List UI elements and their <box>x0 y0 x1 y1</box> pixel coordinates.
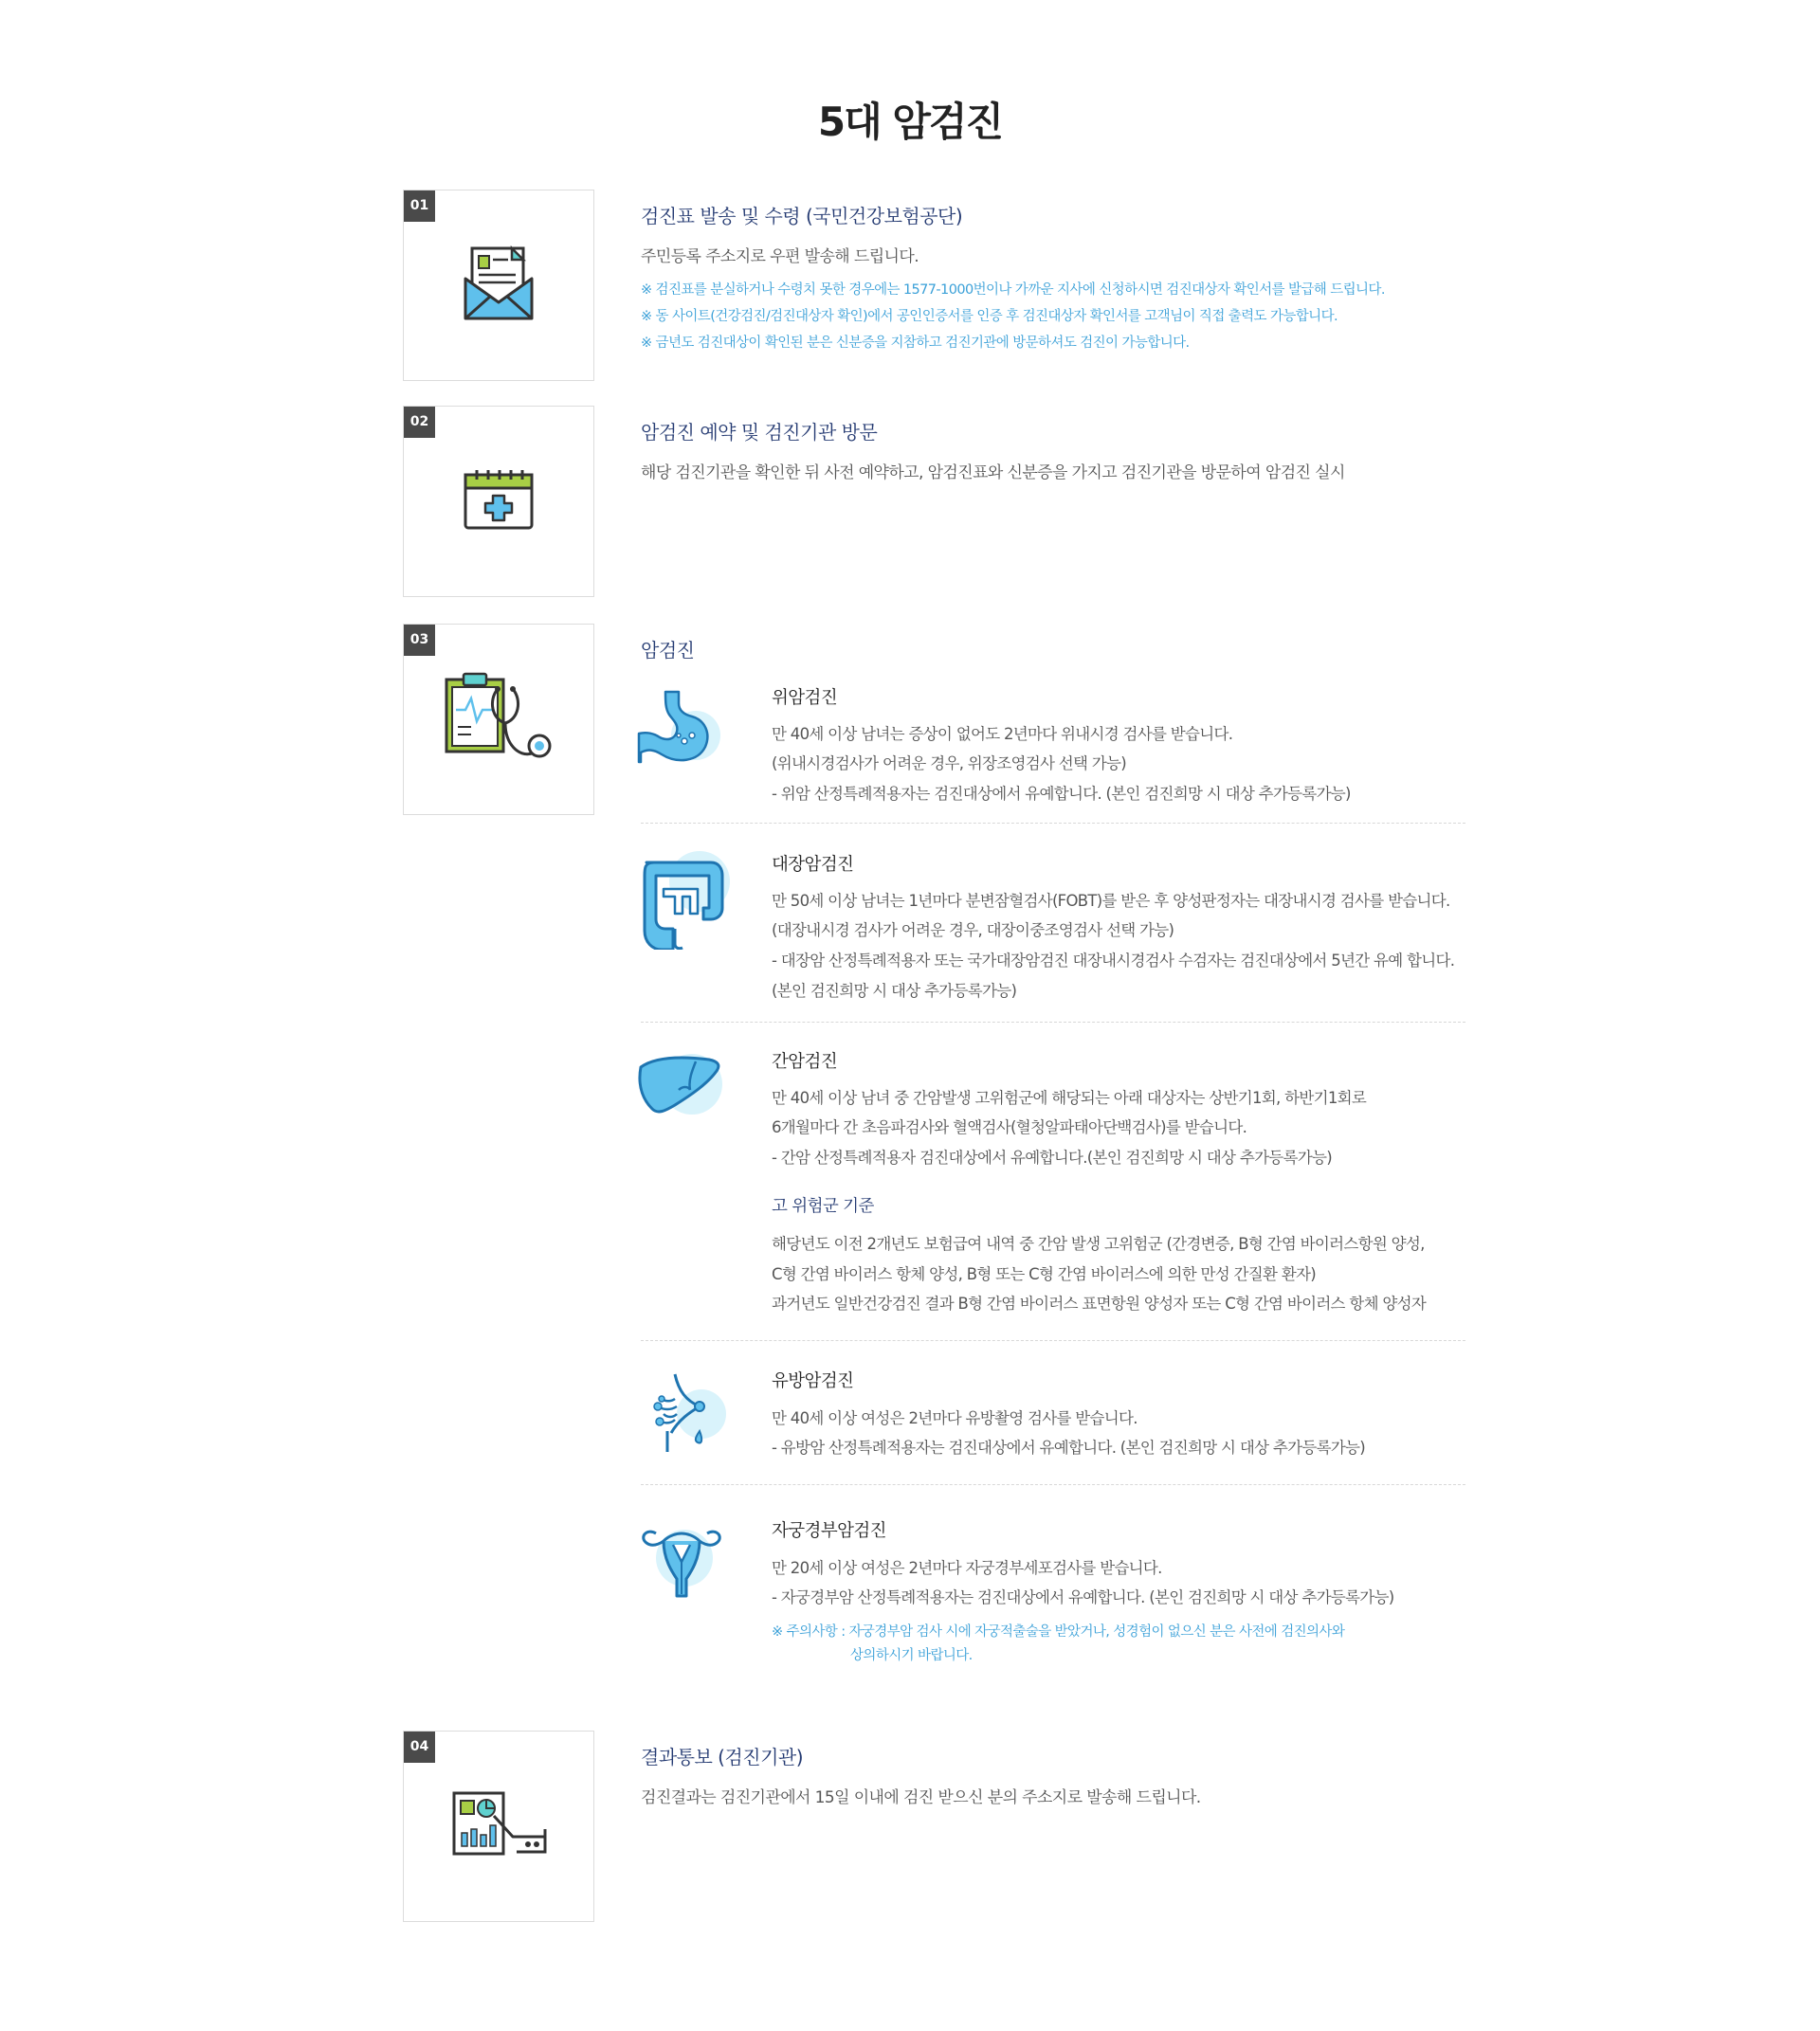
liver-line: - 간암 산정특례적용자 검진대상에서 유예합니다.(본인 검진희망 시 대상 추가등록가능) <box>772 1149 1332 1167</box>
step-02-desc: 해당 검진기관을 확인한 뒤 사전 예약하고, 암검진표와 신분증을 가지고 검진기관을 방문하여 암검진 실시 <box>641 463 1345 482</box>
step-04-desc: 검진결과는 검진기관에서 15일 이내에 검진 받으신 분의 주소지로 발송해 드립니다. <box>641 1788 1201 1807</box>
step-01-note-1: ※ 검진표를 분실하거나 수령치 못한 경우에는 1577-1000번이나 가까운 지사에 신청하시면 검진대상자 확인서를 발급해 드립니다. <box>641 282 1385 298</box>
uterus-icon <box>637 1520 726 1604</box>
liver-line: 6개월마다 간 초음파검사와 혈액검사(혈청알파태아단백검사)를 받습니다. <box>772 1118 1247 1136</box>
stomach-line: - 위암 산정특례적용자는 검진대상에서 유예합니다. (본인 검진희망 시 대상 추가등록가능) <box>772 785 1351 803</box>
divider <box>641 1340 1465 1341</box>
cervix-line: 만 20세 이상 여성은 2년마다 자궁경부세포검사를 받습니다. <box>772 1559 1162 1577</box>
breast-line: - 유방암 산정특례적용자는 검진대상에서 유예합니다. (본인 검진희망 시 대상 추가등록가능) <box>772 1439 1366 1457</box>
step-number: 01 <box>404 190 435 222</box>
liver-high-risk-subtitle: 고 위험군 기준 <box>772 1197 874 1216</box>
divider <box>641 1484 1465 1485</box>
calendar-plus-icon <box>464 469 534 534</box>
step-number: 02 <box>404 407 435 438</box>
step-04-box <box>403 1731 594 1922</box>
step-01-box <box>403 190 594 381</box>
colon-line: - 대장암 산정특례적용자 또는 국가대장암검진 대장내시경검사 수검자는 검진대상에서 5년간 유예 합니다. <box>772 952 1455 970</box>
liver-high-risk-line: 과거년도 일반건강검진 결과 B형 간염 바이러스 표면항원 양성자 또는 C형 간염 바이러스 항체 양성자 <box>772 1295 1427 1313</box>
cervix-caution-note-cont: 상의하시기 바랍니다. <box>850 1648 973 1663</box>
step-02-box <box>403 406 594 597</box>
step-03-box <box>403 624 594 815</box>
envelope-icon <box>463 245 535 325</box>
step-01-note-3: ※ 금년도 검진대상이 확인된 분은 신분증을 지참하고 검진기관에 방문하셔도 검진이 가능합니다. <box>641 335 1190 351</box>
liver-high-risk-line: 해당년도 이전 2개년도 보험급여 내역 중 간암 발생 고위험군 (간경변증, B형 간염 바이러스항원 양성, <box>772 1235 1425 1253</box>
stomach-cancer-title: 위암검진 <box>772 688 838 708</box>
colon-line: (본인 검진희망 시 대상 추가등록가능) <box>772 982 1017 1000</box>
divider <box>641 823 1465 824</box>
liver-line: 만 40세 이상 남녀 중 간암발생 고위험군에 해당되는 아래 대상자는 상반기1회, 하반기1회로 <box>772 1089 1367 1107</box>
step-04-title: 결과통보 (검진기관) <box>641 1746 804 1768</box>
step-number: 04 <box>404 1732 435 1763</box>
intestine-icon <box>637 851 732 953</box>
cervical-cancer-title: 자궁경부암검진 <box>772 1521 886 1541</box>
liver-high-risk-line: C형 간염 바이러스 항체 양성, B형 또는 C형 간염 바이러스에 의한 만성 간질환 환자) <box>772 1265 1317 1283</box>
breast-line: 만 40세 이상 여성은 2년마다 유방촬영 검사를 받습니다. <box>772 1409 1138 1427</box>
breast-cancer-title: 유방암검진 <box>772 1371 854 1391</box>
page-title: 5대 암검진 <box>817 99 1003 145</box>
cervix-line: - 자궁경부암 산정특례적용자는 검진대상에서 유예합니다. (본인 검진희망 시 대상 추가등록가능) <box>772 1588 1394 1606</box>
step-01-title: 검진표 발송 및 수령 (국민건강보험공단) <box>641 205 963 227</box>
step-02-title: 암검진 예약 및 검진기관 방문 <box>641 421 878 444</box>
cervix-caution-note: ※ 주의사항 : 자궁경부암 검사 시에 자궁적출술을 받았거나, 성경험이 없으신 분은 사전에 검진의사와 <box>772 1624 1345 1640</box>
liver-cancer-title: 간암검진 <box>772 1052 838 1072</box>
colon-cancer-title: 대장암검진 <box>772 855 854 875</box>
colon-line: 만 50세 이상 남녀는 1년마다 분변잠혈검사(FOBT)를 받은 후 양성판정자는 대장내시경 검사를 받습니다. <box>772 892 1450 910</box>
clipboard-stethoscope-icon <box>443 672 555 767</box>
liver-icon <box>637 1052 726 1124</box>
stomach-icon <box>637 690 722 770</box>
report-chart-icon <box>450 1791 547 1861</box>
breast-icon <box>637 1369 728 1458</box>
step-number: 03 <box>404 625 435 656</box>
step-01-note-2: ※ 동 사이트(건강검진/검진대상자 확인)에서 공인인증서를 인증 후 검진대상자 확인서를 고객님이 직접 출력도 가능합니다. <box>641 309 1338 324</box>
step-03-title: 암검진 <box>641 639 695 662</box>
colon-line: (대장내시경 검사가 어려운 경우, 대장이중조영검사 선택 가능) <box>772 921 1174 939</box>
stomach-line: 만 40세 이상 남녀는 증상이 없어도 2년마다 위내시경 검사를 받습니다. <box>772 725 1233 743</box>
stomach-line: (위내시경검사가 어려운 경우, 위장조영검사 선택 가능) <box>772 754 1127 772</box>
step-01-desc: 주민등록 주소지로 우편 발송해 드립니다. <box>641 247 919 266</box>
divider <box>641 1022 1465 1023</box>
